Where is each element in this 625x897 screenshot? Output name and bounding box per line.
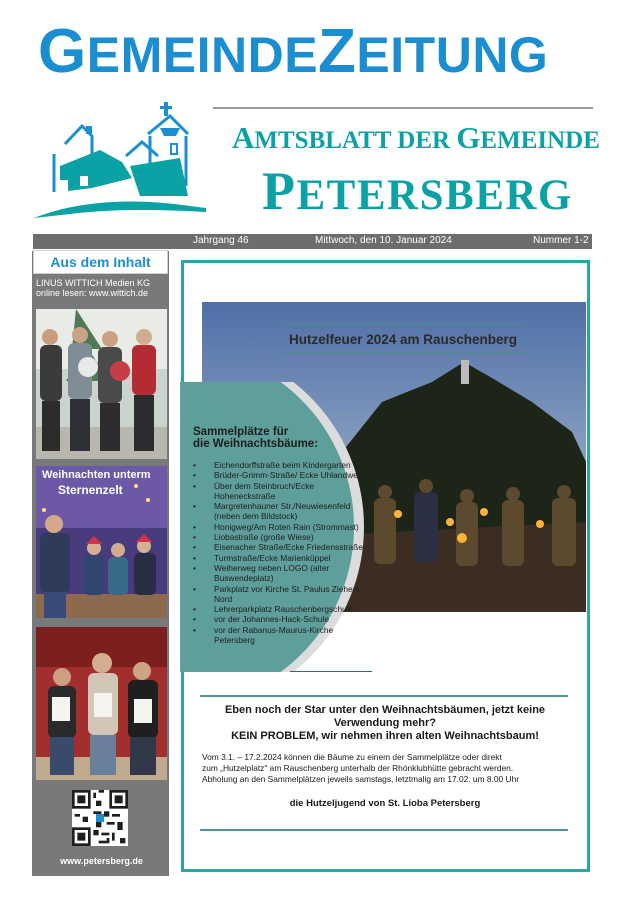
list-item: • Margretenhauner Str./Neuwiesenfeld (neben dem Bildstock) [193, 501, 363, 522]
photo-weihnachten-sternenzelt [36, 466, 167, 618]
issue-number: Nummer 1-2 [533, 235, 589, 246]
list-item: • Lehrerparkplatz Rauschenbergschule [193, 604, 363, 614]
list-item: • Über dem Steinbruch/Ecke Hoheneckstraße [193, 481, 363, 502]
list-item: • Eichendorffstraße beim Kindergarten [193, 460, 363, 470]
photo2-caption-line1: Weihnachten unterm [42, 469, 151, 481]
photo-title-rule-top [283, 323, 523, 324]
article-body: Vom 3.1. – 17.2.2024 können die Bäume zu einem der Sammelplätze oder direkt zum „Hutzelplatz" am Rauschenberg unterhalb der Rhönklubhütte gebracht werden. Abholung an den Sammelplätzen jeweils samstags, letztmalig am 17.02. um 8.00 Uhr [202, 752, 520, 784]
qr-code[interactable] [72, 790, 128, 846]
issue-date: Mittwoch, den 10. Januar 2024 [315, 235, 452, 246]
photo2-caption-line2: Sternenzelt [58, 483, 123, 497]
publisher-info: LINUS WITTICH Medien KG online lesen: www.wittich.de [36, 278, 151, 298]
list-item: • Weiherweg neben LOGO (alter Buswendeplatz) [193, 563, 363, 584]
list-item: • Liobastraße (große Wiese) [193, 532, 363, 542]
article-headline: Eben noch der Star unter den Weihnachtsbäumen, jetzt keine Verwendung mehr? KEIN PROBLEM, wir nehmen ihren alten Weihnachtsbaum! [224, 704, 546, 742]
issue-info-bar [33, 234, 592, 249]
collection-points-heading: Sammelplätze für die Weihnachtsbäume: [193, 426, 319, 450]
article-signature: die Hutzeljugend von St. Lioba Petersberg [289, 798, 481, 809]
list-item: • Brüder-Grimm-Straße/ Ecke Uhlandweg [193, 470, 363, 480]
header-divider [213, 107, 593, 109]
church-logo [30, 96, 208, 226]
list-item: • Honigweg/Am Roten Rain (Strommast) [193, 522, 363, 532]
town-name: PETERSBERG [262, 161, 573, 221]
divider [200, 695, 568, 697]
list-item: • vor der Johannes-Hack-Schule [193, 614, 363, 624]
photo-title-rule-bottom [283, 352, 523, 353]
website-link[interactable]: www.petersberg.de [60, 856, 143, 866]
contents-heading: Aus dem Inhalt [33, 250, 168, 274]
subtitle-amtsblatt: AMTSBLATT DER GEMEINDE [232, 120, 600, 155]
newspaper-title: GEMEINDEZEITUNG [38, 17, 549, 86]
divider [290, 671, 372, 672]
volume-label: Jahrgang 46 [193, 235, 249, 246]
photo-students-certificates [36, 627, 167, 780]
photo-title: Hutzelfeuer 2024 am Rauschenberg [288, 332, 518, 347]
divider [200, 829, 568, 831]
photo-women-with-flowers [36, 309, 167, 459]
list-item: • Turmstraße/Ecke Marienküppel [193, 553, 363, 563]
collection-points-list [193, 460, 363, 645]
list-item: • Parkplatz vor Kirche St. Paulus Ziehers Nord [193, 584, 363, 605]
list-item: • vor der Rabanus-Maurus-Kirche Petersberg [193, 625, 363, 646]
list-item: • Eisenacher Straße/Ecke Friedensstraße [193, 542, 363, 552]
